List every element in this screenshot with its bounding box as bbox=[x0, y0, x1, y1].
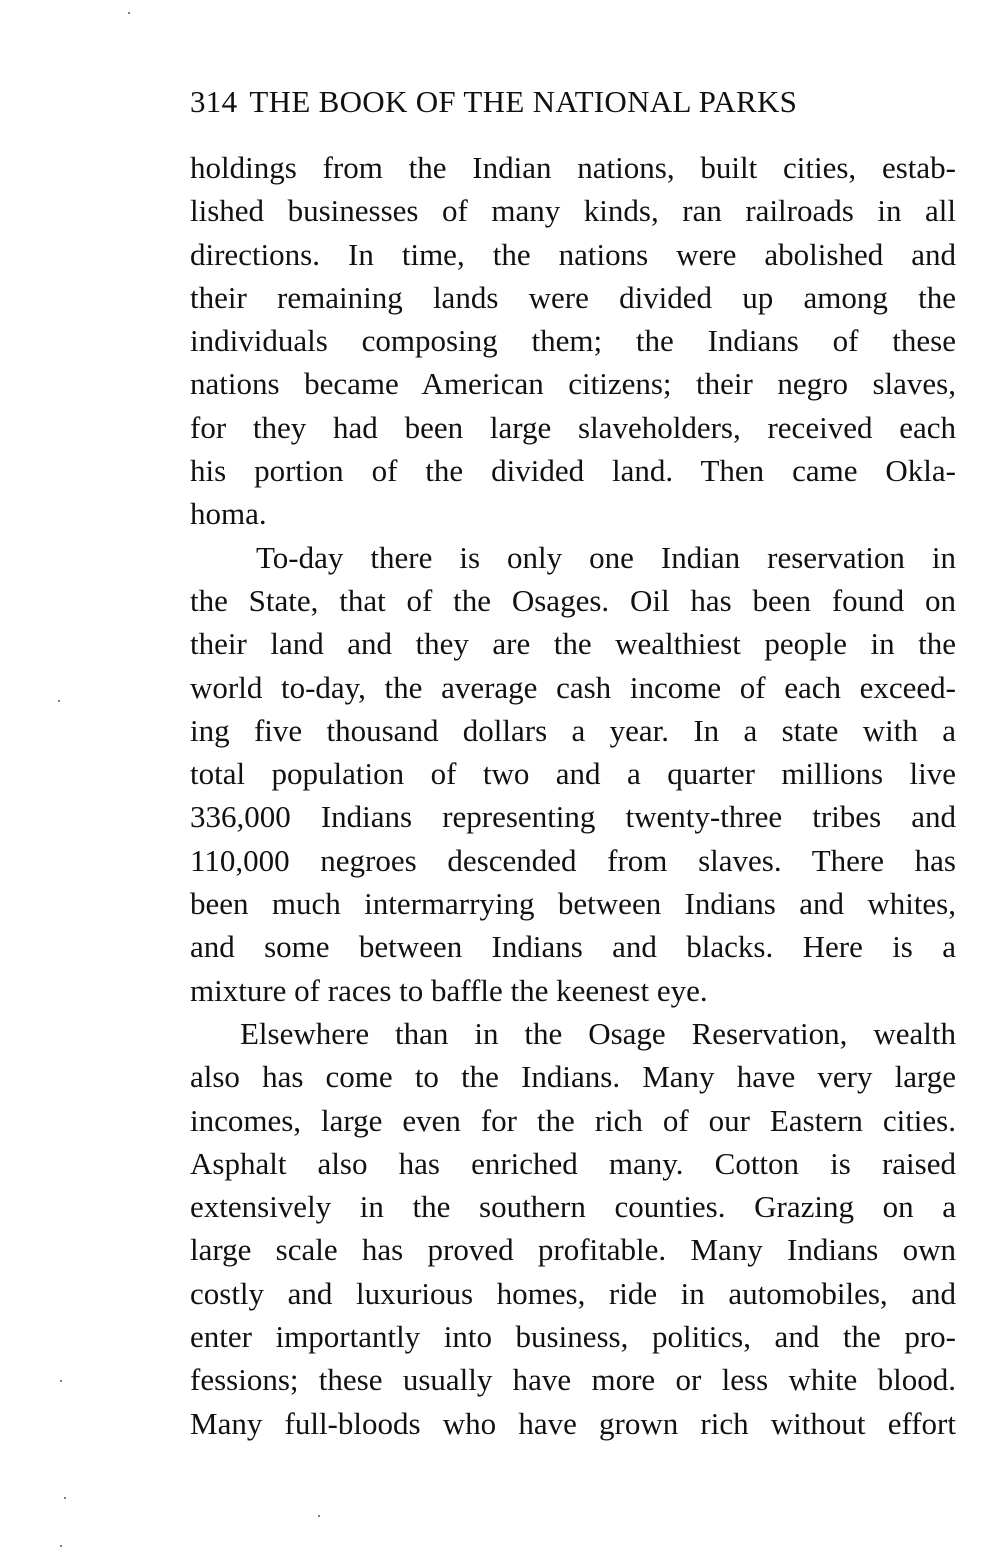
scan-speck bbox=[128, 12, 130, 14]
text-line: holdings from the Indian nations, built cities, estab- bbox=[190, 150, 956, 185]
text-line: homa. bbox=[190, 496, 267, 532]
scan-speck bbox=[58, 700, 60, 702]
text-line: enter importantly into business, politics, and the pro- bbox=[190, 1319, 956, 1355]
text-line: their remaining lands were divided up among the bbox=[190, 279, 956, 315]
text-line: lished businesses of many kinds, ran railroads in all bbox=[190, 193, 956, 229]
book-title: THE BOOK OF THE NATIONAL PARKS bbox=[249, 84, 798, 119]
text-line: the State, that of the Osages. Oil has been found on bbox=[190, 582, 956, 618]
scan-speck bbox=[60, 1545, 62, 1547]
scan-speck bbox=[64, 1497, 66, 1499]
paragraph-1 bbox=[190, 146, 956, 536]
body-text bbox=[190, 146, 956, 1445]
text-line: total population of two and a quarter millions live bbox=[190, 756, 956, 792]
text-line: mixture of races to baffle the keenest eye. bbox=[190, 972, 708, 1008]
text-line: fessions; these usually have more or less white blood. bbox=[190, 1362, 956, 1398]
running-header bbox=[190, 80, 956, 124]
text-line: 336,000 Indians representing twenty-three tribes and bbox=[190, 799, 956, 835]
text-line: incomes, large even for the rich of our Eastern cities. bbox=[190, 1102, 956, 1138]
text-line: costly and luxurious homes, ride in automobiles, and bbox=[190, 1275, 956, 1311]
text-line: large scale has proved profitable. Many Indians own bbox=[190, 1232, 956, 1268]
page-number: 314 bbox=[190, 84, 238, 119]
text-line: extensively in the southern counties. Grazing on a bbox=[190, 1189, 956, 1225]
text-line: Elsewhere than in the Osage Reservation, wealth bbox=[240, 1015, 956, 1051]
text-line: individuals composing them; the Indians of these bbox=[190, 323, 956, 359]
paragraph-2 bbox=[190, 536, 956, 1012]
text-line: also has come to the Indians. Many have very large bbox=[190, 1059, 956, 1095]
text-line: To-day there is only one Indian reservation in bbox=[256, 539, 956, 575]
text-line: Asphalt also has enriched many. Cotton is raised bbox=[190, 1145, 956, 1181]
scan-speck bbox=[318, 1515, 320, 1517]
text-line: their land and they are the wealthiest people in the bbox=[190, 626, 956, 662]
text-line: Many full-bloods who have grown rich without effort bbox=[190, 1405, 956, 1441]
text-line: 110,000 negroes descended from slaves. There has bbox=[190, 842, 956, 878]
text-line: been much intermarrying between Indians and whites, bbox=[190, 886, 956, 922]
text-line: world to-day, the average cash income of each exceed- bbox=[190, 669, 956, 705]
text-line: directions. In time, the nations were abolished and bbox=[190, 236, 956, 272]
text-line: for they had been large slaveholders, received each bbox=[190, 409, 956, 445]
text-line: and some between Indians and blacks. Here is a bbox=[190, 929, 956, 965]
text-line: ing five thousand dollars a year. In a state with a bbox=[190, 712, 956, 748]
scan-speck bbox=[60, 1380, 62, 1382]
text-line: his portion of the divided land. Then came Okla- bbox=[190, 453, 956, 489]
paragraph-3 bbox=[190, 1012, 956, 1445]
text-line: nations became American citizens; their negro slaves, bbox=[190, 366, 956, 402]
